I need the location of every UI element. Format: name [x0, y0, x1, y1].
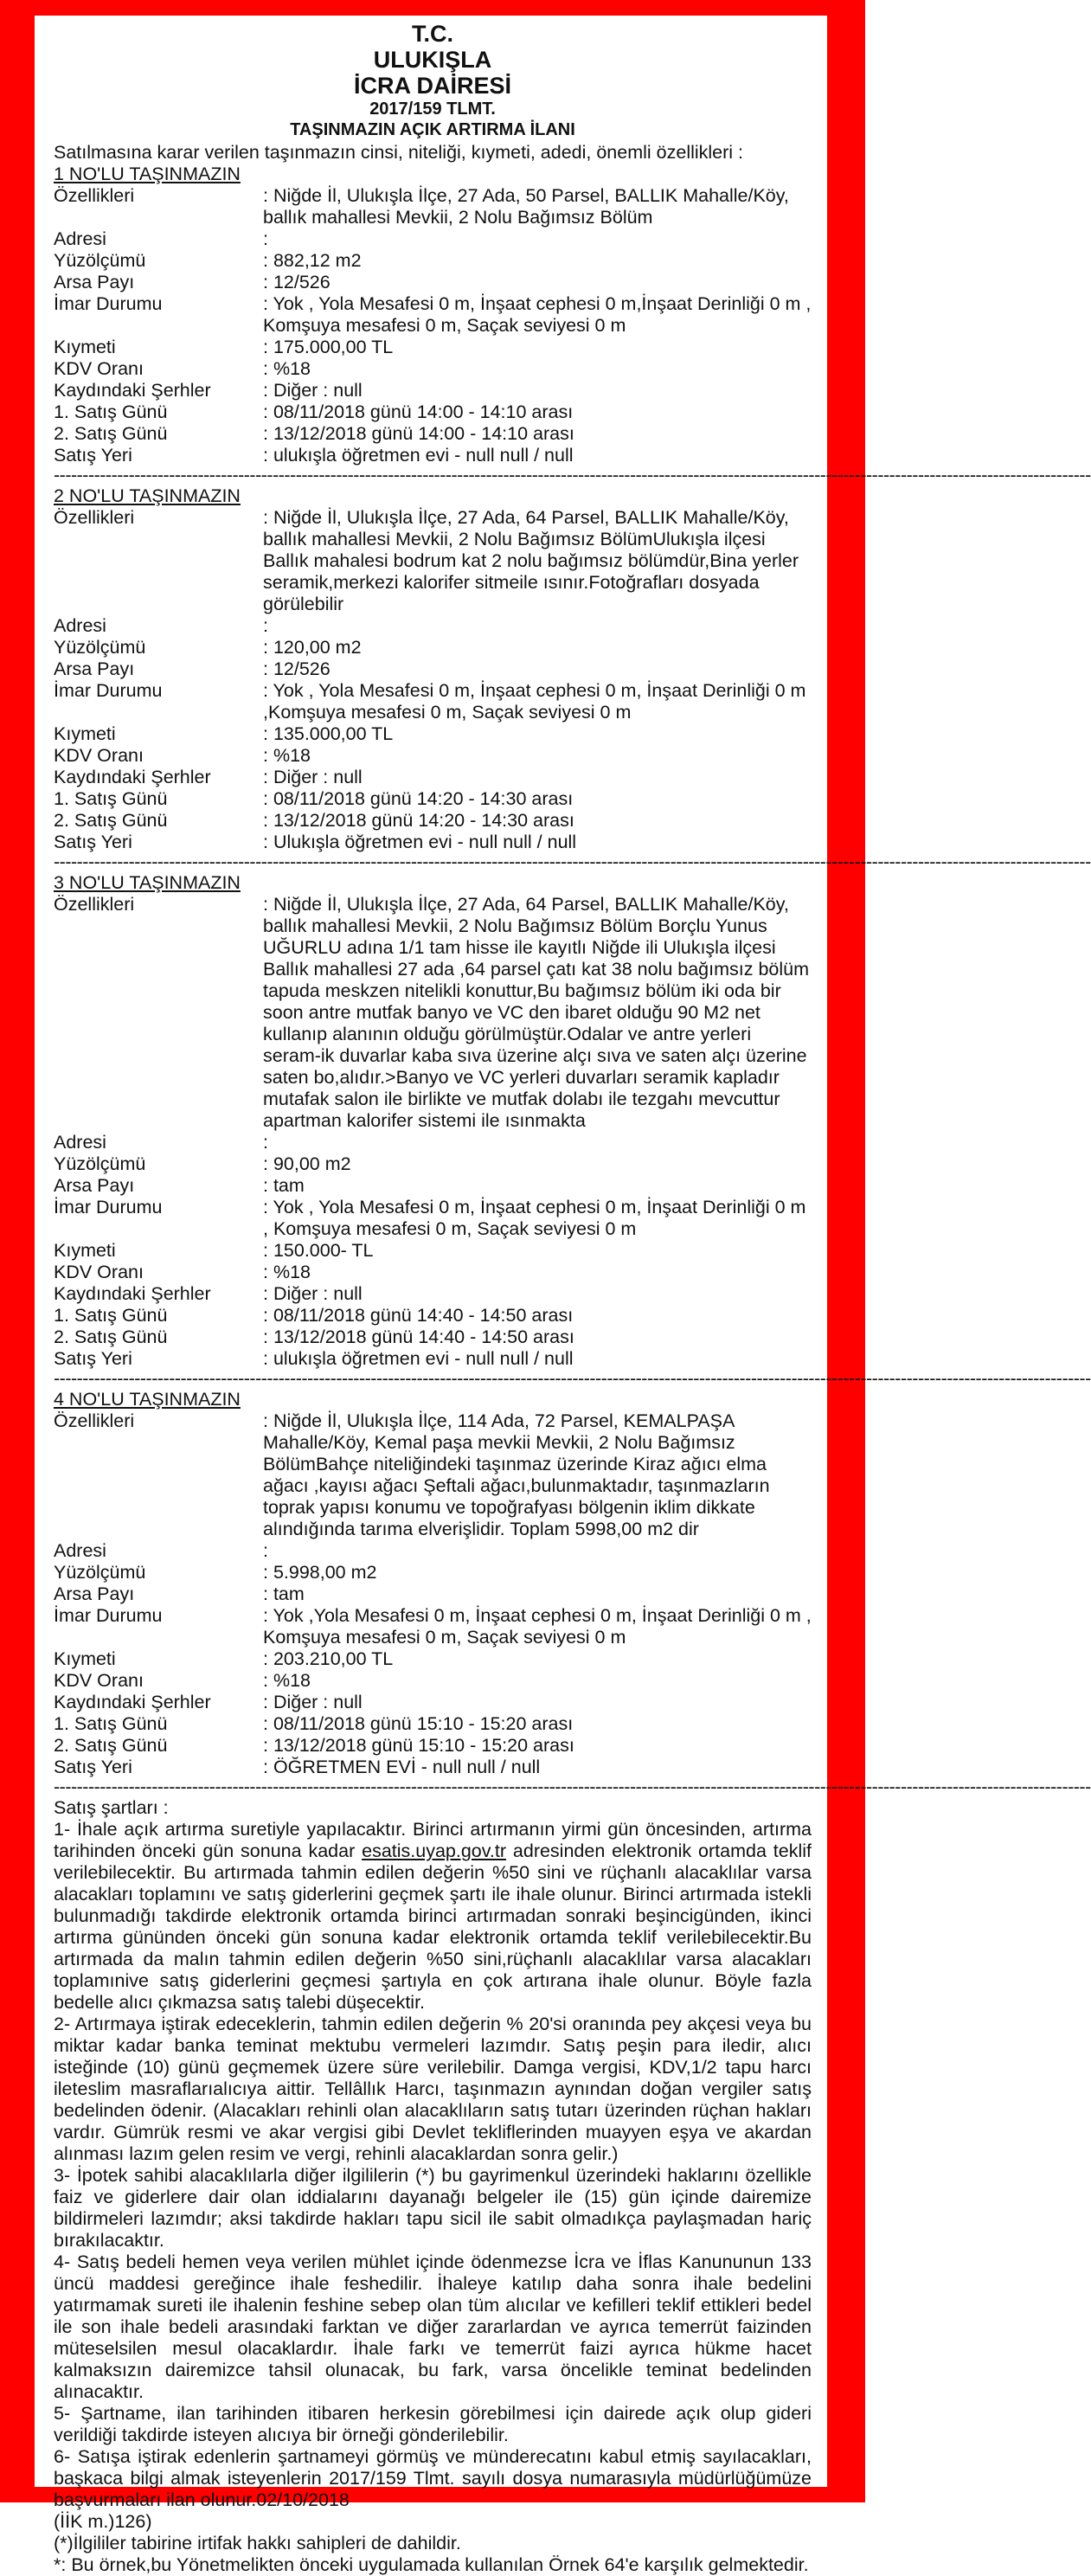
field-label: İmar Durumu — [54, 1197, 163, 1217]
field-label: Kıymeti — [54, 1240, 116, 1261]
property-row-satis2 — [54, 1735, 812, 1757]
field-value: : ulukışla öğretmen evi - null null / null — [263, 1348, 574, 1369]
field-value: : %18 — [263, 1262, 311, 1282]
field-label: Kaydındaki Şerhler — [54, 380, 211, 401]
field-label: Özellikleri — [54, 507, 135, 528]
field-value: : Diğer : null — [263, 380, 363, 401]
field-label: Satış Yeri — [54, 832, 132, 852]
footnote-1: (*)İlgililer tabirine irtifak hakkı sahipleri de dahildir. — [54, 2533, 461, 2554]
field-value: : tam — [263, 1584, 305, 1604]
field-value: : 12/526 — [263, 658, 331, 679]
property-row-satis1 — [54, 401, 812, 423]
field-label: Adresi — [54, 615, 106, 636]
property-row-kdv — [54, 1670, 812, 1692]
property-row-imar — [54, 1605, 812, 1648]
property-row-serhler — [54, 1692, 812, 1713]
field-value: : 90,00 m2 — [263, 1153, 351, 1174]
field-label: 1. Satış Günü — [54, 1713, 168, 1734]
field-label: 2. Satış Günü — [54, 1735, 168, 1756]
property-row-serhler — [54, 767, 812, 788]
field-label: Kıymeti — [54, 723, 116, 744]
field-label: Adresi — [54, 228, 106, 249]
field-label: Arsa Payı — [54, 272, 135, 292]
property-row-kdv — [54, 358, 812, 380]
field-value: : Diğer : null — [263, 1692, 363, 1712]
field-label: 1. Satış Günü — [54, 401, 168, 422]
property-list — [54, 164, 1091, 1797]
footnote-2: *: Bu örnek,bu Yönetmelikten önceki uygulamada kullanılan Örnek 64'e karşılık gelmektedir. — [54, 2554, 809, 2575]
field-value: : 13/12/2018 günü 14:40 - 14:50 arası — [263, 1327, 574, 1347]
property-row-adresi — [54, 615, 812, 637]
property-row-satis1 — [54, 1305, 812, 1327]
field-value: : 120,00 m2 — [263, 637, 362, 658]
property-row-arsa-payi — [54, 1175, 812, 1197]
field-value: : 150.000- TL — [263, 1240, 374, 1261]
property-row-yer — [54, 445, 812, 466]
field-label: KDV Oranı — [54, 745, 144, 766]
field-label: Arsa Payı — [54, 658, 135, 679]
term-3: 3- İpotek sahibi alacaklılarla diğer ilgililerin (*) bu gayrimenkul üzerindeki haklarını özellikle faiz ve giderlere dair olan iddialarını dayanağı belgeler ile (15) gün içinde dairemize bildirmeleri lazımdır; aksi takdirde hakları tapu sicil ile sabit olmadıkça paylaşmadan hariç bırakılacaktır. — [54, 2165, 812, 2251]
field-label: Yüzölçümü — [54, 1562, 146, 1583]
field-label: Özellikleri — [54, 894, 135, 915]
field-label: 2. Satış Günü — [54, 810, 168, 831]
field-value: : 08/11/2018 günü 14:00 - 14:10 arası — [263, 401, 574, 422]
field-label: Kaydındaki Şerhler — [54, 1283, 211, 1304]
field-value: : 13/12/2018 günü 15:10 - 15:20 arası — [263, 1735, 574, 1756]
field-label: Yüzölçümü — [54, 1153, 146, 1174]
field-value: : %18 — [263, 1670, 311, 1691]
field-value: : — [263, 1132, 268, 1153]
property-row-adresi — [54, 228, 812, 250]
property-row-yuzolcumu — [54, 1153, 812, 1175]
property-row-yer — [54, 1348, 812, 1370]
file-number: 2017/159 TLMT. — [369, 100, 496, 119]
term-1 — [54, 1819, 812, 2014]
property-row-satis1 — [54, 788, 812, 810]
property-row-kiymeti — [54, 337, 812, 358]
property-row-satis2 — [54, 1327, 812, 1348]
field-value: : Niğde İl, Ulukışla İlçe, 114 Ada, 72 Parsel, KEMALPAŞA Mahalle/Köy, Kemal paşa mevkii Mevkii, 2 Nolu Bağımsız BölümBahçe niteliğindeki taşınmaz üzerinde Kiraz ağıcı elma ağacı ,kayısı ağacı Şeftali ağacı,bulunmaktadır, taşınmazların toprak yapısı konumu ve topoğrafyası bölgenin iklim dikkate alındığında tarıma elverişlidir. Toplam 5998,00 m2 dir — [263, 1410, 770, 1539]
property-row-ozellikleri — [54, 507, 812, 615]
field-label: Kaydındaki Şerhler — [54, 1692, 211, 1712]
field-value: : Yok , Yola Mesafesi 0 m, İnşaat cephesi 0 m, İnşaat Derinliği 0 m ,Komşuya mesafesi 0 m, Saçak seviyesi 0 m — [263, 680, 806, 723]
field-label: Satış Yeri — [54, 1348, 132, 1369]
property-row-adresi — [54, 1132, 812, 1153]
term-6: 6- Satışa iştirak edenlerin şartnameyi görmüş ve münderecatını kabul etmiş sayılacakları, başkaca bilgi almak isteyenlerin 2017/159 Tlmt. sayılı dosya numarasıyla müdürlüğümüze başvurmaları ilan olunur.02/10/2018 — [54, 2446, 812, 2510]
term-4: 4- Satış bedeli hemen veya verilen mühlet içinde ödenmezse İcra ve İflas Kanununun 133 üncü maddesi gereğince ihale feshedilir. İhaleye katılıp daha sonra ihale bedelini yatırmamak sureti ile ihalenin feshine sebep olan tüm alıcılar ve kefilleri teklif ettikleri bedel ile son ihale bedeli arasındaki farktan ve diğer zararlardan ve ayrıca temerrüt faizinden müteselsilen mesul olacaklardır. İhale farkı ve temerrüt faizi ayrıca hükme hacet kalmaksızın dairemizce tahsil olunacak, bu fark, varsa öncelikle teminat bedelinden alınacaktır. — [54, 2252, 812, 2402]
dashed-separator: ------------------------------------------------------------------------------------------------------------------------------------------------------------------------------------ — [54, 465, 1091, 485]
property-heading: 3 NO'LU TAŞINMAZIN — [54, 872, 241, 893]
field-label: İmar Durumu — [54, 1605, 163, 1626]
property-heading: 4 NO'LU TAŞINMAZIN — [54, 1389, 241, 1410]
field-label: Satış Yeri — [54, 1757, 132, 1777]
property-block — [54, 1389, 1091, 1797]
property-row-satis2 — [54, 423, 812, 445]
field-label: İmar Durumu — [54, 293, 163, 314]
property-heading: 1 NO'LU TAŞINMAZIN — [54, 164, 241, 184]
term-2: 2- Artırmaya iştirak edeceklerin, tahmin edilen değerin % 20'si oranında pey akçesi veya bu miktar kadar banka teminat mektubu vermeleri lazımdır. Satış peşin para iledir, alıcı isteğinde (10) günü geçmemek üzere süre verilebilir. Damga vergisi, KDV,1/2 tapu harcı ileteslim masraflarıalıcıya aittir. Tellâllık Harcı, taşınmazın aynından doğan vergiler satış bedelinden ödenir. (Alacakları rehinli olan alacaklıların satış tutarı üzerinden rüçhan hakları vardır. Gümrük resmi ve akar vergisi gibi Devlet tekliflerinden muayyen eşya ve akardan alınması lazım gelen resim ve vergi, rehinli alacaklardan sonra gelir.) — [54, 2014, 812, 2164]
property-row-kdv — [54, 1262, 812, 1283]
field-label: 2. Satış Günü — [54, 423, 168, 444]
field-value: : ulukışla öğretmen evi - null null / null — [263, 445, 574, 466]
property-row-yuzolcumu — [54, 250, 812, 272]
field-value: : 13/12/2018 günü 14:00 - 14:10 arası — [263, 423, 574, 444]
field-value: : ÖĞRETMEN EVİ - null null / null — [263, 1757, 541, 1777]
field-value: : — [263, 1540, 268, 1561]
property-row-arsa-payi — [54, 658, 812, 680]
property-block — [54, 485, 1091, 872]
property-block — [54, 872, 1091, 1389]
notice-document — [54, 21, 1091, 2576]
field-value: : %18 — [263, 745, 311, 766]
field-label: KDV Oranı — [54, 358, 144, 379]
field-value: : Niğde İl, Ulukışla İlçe, 27 Ada, 50 Parsel, BALLIK Mahalle/Köy, ballık mahallesi Mevkii, 2 Nolu Bağımsız Bölüm — [263, 185, 789, 228]
dashed-separator: ------------------------------------------------------------------------------------------------------------------------------------------------------------------------------------ — [54, 851, 1091, 872]
law-reference: (İİK m.)126) — [54, 2511, 152, 2532]
field-label: Adresi — [54, 1540, 106, 1561]
property-row-arsa-payi — [54, 272, 812, 293]
field-label: Özellikleri — [54, 1410, 135, 1431]
field-value: : Niğde İl, Ulukışla İlçe, 27 Ada, 64 Parsel, BALLIK Mahalle/Köy, ballık mahallesi Mevkii, 2 Nolu Bağımsız Bölüm Borçlu Yunus UĞURLU adına 1/1 tam hisse ile kayıtlı Niğde ili Ulukışla ilçesi Ballık mahallesi 27 ada ,64 parsel çatı kat 38 nolu bağımsız bölüm tapuda meskzen nitelikli konuttur,Bu bağımsız bölüm iki oda bir soon antre mutfak banyo ve VC den ibaret olduğu 90 M2 net kullanıp alanının olduğu görülmüştür.Odalar ve antre yerleri seram-ik duvarlar kaba sıva üzerine alçı sıva ve saten alçı üzerine saten bo,alıdır.>Banyo ve VC yerleri duvarları seramik kapladır mutafak salon ile birlikte ve mutfak dolabı ile tezgahı mevcuttur apartman kalorifer sistemi ile ısınmakta — [263, 894, 810, 1131]
field-value: : — [263, 228, 268, 249]
field-value: : — [263, 615, 268, 636]
property-row-serhler — [54, 380, 812, 401]
term-5: 5- Şartname, ilan tarihinden itibaren herkesin görebilmesi için dairede açık olup gideri verildiği takdirde isteyen alıcıya bir örneği gönderilebilir. — [54, 2403, 812, 2445]
field-value: : 08/11/2018 günü 15:10 - 15:20 arası — [263, 1713, 574, 1734]
property-row-adresi — [54, 1540, 812, 1562]
field-label: 1. Satış Günü — [54, 1305, 168, 1326]
property-row-imar — [54, 1197, 812, 1240]
dashed-separator: ------------------------------------------------------------------------------------------------------------------------------------------------------------------------------------ — [54, 1368, 1091, 1389]
intro-text: Satılmasına karar verilen taşınmazın cinsi, niteliği, kıymeti, adedi, önemli özellikleri : — [54, 142, 744, 163]
property-row-satis2 — [54, 810, 812, 832]
field-value: : 13/12/2018 günü 14:20 - 14:30 arası — [263, 810, 574, 831]
field-label: Arsa Payı — [54, 1584, 135, 1604]
property-row-yer — [54, 1757, 812, 1778]
field-value: : Diğer : null — [263, 1283, 363, 1304]
field-label: Kıymeti — [54, 337, 116, 357]
field-label: Kıymeti — [54, 1648, 116, 1669]
field-value: : 08/11/2018 günü 14:20 - 14:30 arası — [263, 788, 574, 809]
field-label: KDV Oranı — [54, 1262, 144, 1282]
field-value: : 175.000,00 TL — [263, 337, 394, 357]
property-row-kiymeti — [54, 723, 812, 745]
field-value: : Diğer : null — [263, 767, 363, 787]
field-value: : tam — [263, 1175, 305, 1196]
field-label: Satış Yeri — [54, 445, 132, 466]
esatis-link[interactable]: esatis.uyap.gov.tr — [362, 1840, 507, 1861]
property-row-imar — [54, 293, 812, 337]
field-value: : 882,12 m2 — [263, 250, 362, 271]
field-value: : Yok , Yola Mesafesi 0 m, İnşaat cephesi 0 m,İnşaat Derinliği 0 m , Komşuya mesafesi 0 m, Saçak seviyesi 0 m — [263, 293, 812, 336]
property-row-satis1 — [54, 1713, 812, 1735]
property-row-kiymeti — [54, 1240, 812, 1262]
field-value: : 135.000,00 TL — [263, 723, 394, 744]
property-row-yuzolcumu — [54, 1562, 812, 1584]
field-label: Adresi — [54, 1132, 106, 1153]
field-value: : 12/526 — [263, 272, 331, 292]
term-1-text-a: 1- İhale açık artırma suretiyle yapılacaktır. Birinci artırmanın yirmi gün öncesinden, artırma tarihinden önceki gün sonuna kadar — [54, 1819, 812, 1861]
property-row-ozellikleri — [54, 185, 812, 228]
field-value: : Ulukışla öğretmen evi - null null / null — [263, 832, 577, 852]
field-label: İmar Durumu — [54, 680, 163, 701]
field-label: Kaydındaki Şerhler — [54, 767, 211, 787]
header-tc: T.C. — [411, 21, 453, 47]
property-row-ozellikleri — [54, 894, 812, 1132]
property-row-kiymeti — [54, 1648, 812, 1670]
field-label: KDV Oranı — [54, 1670, 144, 1691]
field-value: : Yok , Yola Mesafesi 0 m, İnşaat cephesi 0 m, İnşaat Derinliği 0 m , Komşuya mesafesi 0 m, Saçak seviyesi 0 m — [263, 1197, 806, 1239]
property-row-serhler — [54, 1283, 812, 1305]
term-1-text-b: adresinden elektronik ortamda teklif verilebilecektir. Bu artırmada tahmin edilen değerin %50 sini ve rüçhanlı alacaklılar varsa alacakları toplamını ve satış giderlerini geçmek şartı ile ihale olunur. Birinci artırmada istekli bulunmadığı takdirde elektronik ortamda birinci artırmadan sonraki beşincigünden, ikinci artırma gününden önceki gün sonuna kadar elektronik ortamda teklif verilebilecektir.Bu artırmada da malın tahmin edilen değerin %50 sini,rüçhanlı alacaklılar varsa alacakları toplamınive satış giderlerini geçmesi şartıyla en çok artırana ihale olunur. Böyle fazla bedelle alıcı çıkmazsa satış talebi düşecektir. — [54, 1840, 812, 2013]
property-row-kdv — [54, 745, 812, 767]
field-value: : 203.210,00 TL — [263, 1648, 394, 1669]
field-value: : 5.998,00 m2 — [263, 1562, 377, 1583]
property-row-imar — [54, 680, 812, 723]
field-label: Özellikleri — [54, 185, 135, 206]
field-value: : Niğde İl, Ulukışla İlçe, 27 Ada, 64 Parsel, BALLIK Mahalle/Köy, ballık mahallesi Mevkii, 2 Nolu Bağımsız BölümUlukışla ilçesi Ballık mahalesi bodrum kat 2 nolu bağımsız bölümdür,Bina yerler seramik,merkezi kalorifer sitmeile ısınır.Fotoğrafları dosyada görülebilir — [263, 507, 799, 614]
header-office: İCRA DAİRESİ — [353, 73, 511, 99]
field-value: : %18 — [263, 358, 311, 379]
property-row-ozellikleri — [54, 1410, 812, 1540]
dashed-separator: ------------------------------------------------------------------------------------------------------------------------------------------------------------------------------------ — [54, 1776, 1091, 1797]
field-label: 1. Satış Günü — [54, 788, 168, 809]
property-row-yuzolcumu — [54, 637, 812, 658]
property-heading: 2 NO'LU TAŞINMAZIN — [54, 485, 241, 506]
terms-title: Satış şartları : — [54, 1797, 169, 1818]
property-row-arsa-payi — [54, 1584, 812, 1605]
field-label: Yüzölçümü — [54, 637, 146, 658]
sale-terms — [54, 1797, 812, 2576]
field-value: : 08/11/2018 günü 14:40 - 14:50 arası — [263, 1305, 574, 1326]
property-block — [54, 164, 1091, 485]
field-label: Yüzölçümü — [54, 250, 146, 271]
field-label: 2. Satış Günü — [54, 1327, 168, 1347]
notice-title: TAŞINMAZIN AÇIK ARTIRMA İLANI — [290, 120, 575, 139]
field-label: Arsa Payı — [54, 1175, 135, 1196]
property-row-yer — [54, 832, 812, 853]
field-value: : Yok ,Yola Mesafesi 0 m, İnşaat cephesi 0 m, İnşaat Derinliği 0 m , Komşuya mesafesi 0 m, Saçak seviyesi 0 m — [263, 1605, 812, 1648]
header-city: ULUKIŞLA — [373, 47, 492, 73]
